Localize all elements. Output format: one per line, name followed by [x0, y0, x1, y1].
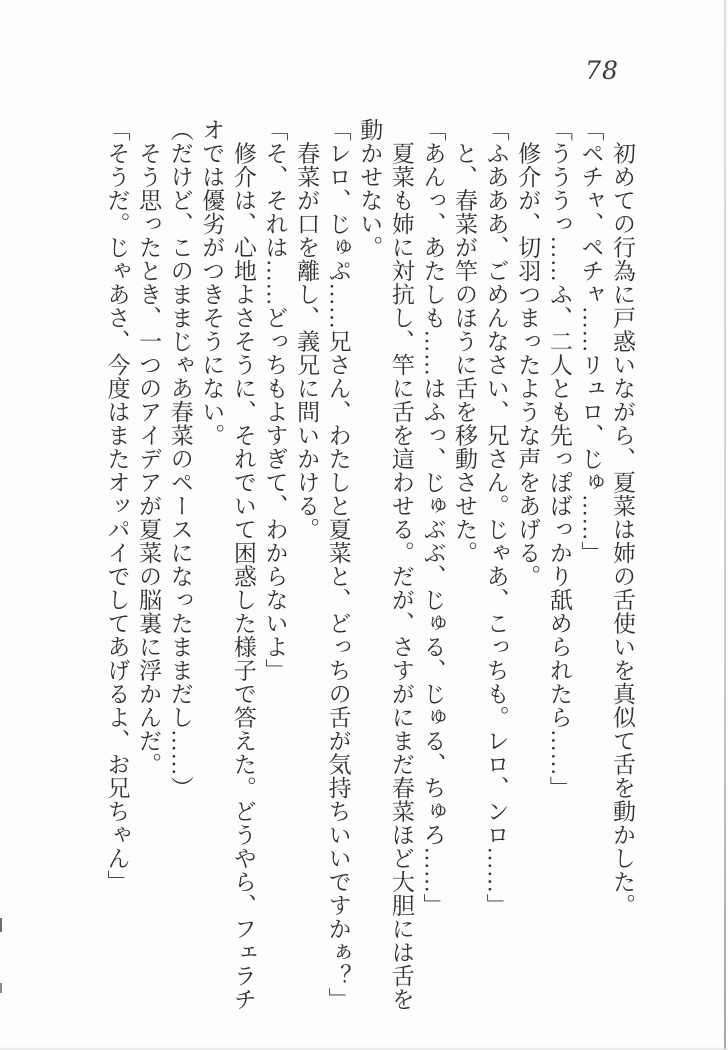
text-line: 修介は、心地よさそうに、それでいて困惑した様子で答えた。どうやら、フェラチ	[230, 118, 256, 1011]
scan-artifact-mark	[0, 983, 2, 993]
text-line: 「ペチャ、ペチャ……リュロ、じゅ……」	[578, 118, 604, 565]
text-line: そう思ったとき、一つのアイデアが夏菜の脳裏に浮かんだ。	[136, 118, 162, 776]
text-line: 「あんっ、あたしも……はふっ、じゅぶぶ、じゅる、じゅる、ちゅろ……」	[420, 118, 446, 917]
text-line: 修介が、切羽つまったような声をあげる。	[515, 118, 541, 588]
scan-artifact-mark	[0, 918, 2, 932]
text-line: と、春菜が竿のほうに舌を移動させた。	[452, 118, 478, 565]
text-line: 「そ、それは……どっちもよすぎて、わからないよ」	[262, 118, 288, 682]
page-number: 78	[585, 56, 619, 85]
text-line: 「ふあああ、ごめんなさい、兄さん。じゃあ、こっちも。レロ、ンロ……」	[483, 118, 509, 917]
text-line: （だけど、このままじゃあ春菜のペースになったままだし……）	[167, 118, 193, 800]
text-line: 夏菜も姉に対抗し、竿に舌を這わせる。だが、さすがにまだ春菜ほど大胆には舌を	[388, 118, 414, 1011]
text-line: オでは優劣がつきそうにない。	[199, 118, 225, 447]
text-line: 「うううっ……ふ、二人とも先っぽばっかり舐められたら……」	[546, 118, 572, 800]
text-line: 動かせない。	[357, 118, 383, 259]
scan-edge-line	[724, 0, 726, 1050]
text-line: 「レロ、じゅぷ……兄さん、わたしと夏菜と、どっちの舌が気持ちいいですかぁ？」	[325, 118, 351, 1011]
body-text	[101, 118, 638, 1011]
text-line: 初めての行為に戸惑いながら、夏菜は姉の舌使いを真似て舌を動かした。	[610, 118, 635, 917]
text-line: 「そうだ。じゃあさ、今度はまたオッパイでしてあげるよ、お兄ちゃん」	[104, 118, 130, 894]
text-line: 春菜が口を離し、義兄に問いかける。	[294, 118, 320, 541]
